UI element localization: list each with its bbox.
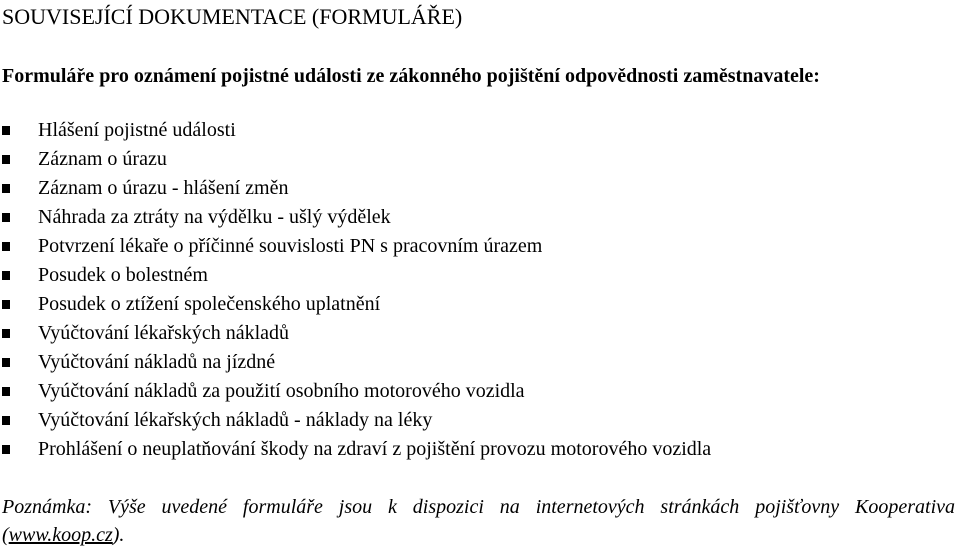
- square-bullet-icon: [2, 329, 10, 338]
- square-bullet-icon: [2, 155, 10, 164]
- list-item-label: Posudek o bolestném: [38, 264, 208, 286]
- list-item: [0, 232, 711, 261]
- list-item-label: Záznam o úrazu: [38, 148, 167, 170]
- list-item: [0, 145, 711, 174]
- footnote-suffix: ).: [112, 524, 125, 546]
- list-item-label: Vyúčtování lékařských nákladů - náklady na léky: [38, 409, 433, 431]
- square-bullet-icon: [2, 213, 10, 222]
- website-link[interactable]: www.koop.cz: [8, 524, 113, 546]
- square-bullet-icon: [2, 184, 10, 193]
- square-bullet-icon: [2, 126, 10, 135]
- list-item-label: Prohlášení o neuplatňování škody na zdraví z pojištění provozu motorového vozidla: [38, 438, 712, 460]
- list-item-label: Náhrada za ztráty na výdělku - ušlý výdělek: [38, 206, 391, 228]
- list-item: [0, 116, 711, 145]
- list-item: [0, 406, 711, 435]
- intro-heading: Formuláře pro oznámení pojistné události ze zákonného pojištění odpovědnosti zaměstnavatele:: [2, 65, 820, 87]
- list-item-label: Potvrzení lékaře o příčinné souvislosti PN s pracovním úrazem: [38, 235, 543, 257]
- list-item-label: Hlášení pojistné události: [38, 119, 236, 141]
- list-item: [0, 290, 711, 319]
- list-item: [0, 319, 711, 348]
- list-item: [0, 261, 711, 290]
- square-bullet-icon: [2, 271, 10, 280]
- list-item: [0, 377, 711, 406]
- list-item: [0, 435, 711, 464]
- list-item-label: Posudek o ztížení společenského uplatnění: [38, 293, 381, 315]
- page-title: SOUVISEJÍCÍ DOKUMENTACE (FORMULÁŘE): [2, 4, 463, 29]
- footnote: [2, 493, 955, 549]
- square-bullet-icon: [2, 416, 10, 425]
- list-item-label: Záznam o úrazu - hlášení změn: [38, 177, 289, 199]
- square-bullet-icon: [2, 358, 10, 367]
- square-bullet-icon: [2, 300, 10, 309]
- list-item-label: Vyúčtování lékařských nákladů: [38, 322, 290, 344]
- list-item: [0, 203, 711, 232]
- list-item: [0, 348, 711, 377]
- footnote-text: Poznámka: Výše uvedené formuláře jsou k dispozici na internetových stránkách pojišťovny Kooperativa (: [2, 496, 955, 546]
- square-bullet-icon: [2, 242, 10, 251]
- forms-list: [0, 116, 711, 464]
- square-bullet-icon: [2, 387, 10, 396]
- list-item: [0, 174, 711, 203]
- list-item-label: Vyúčtování nákladů za použití osobního motorového vozidla: [38, 380, 525, 402]
- square-bullet-icon: [2, 445, 10, 454]
- list-item-label: Vyúčtování nákladů na jízdné: [38, 351, 276, 373]
